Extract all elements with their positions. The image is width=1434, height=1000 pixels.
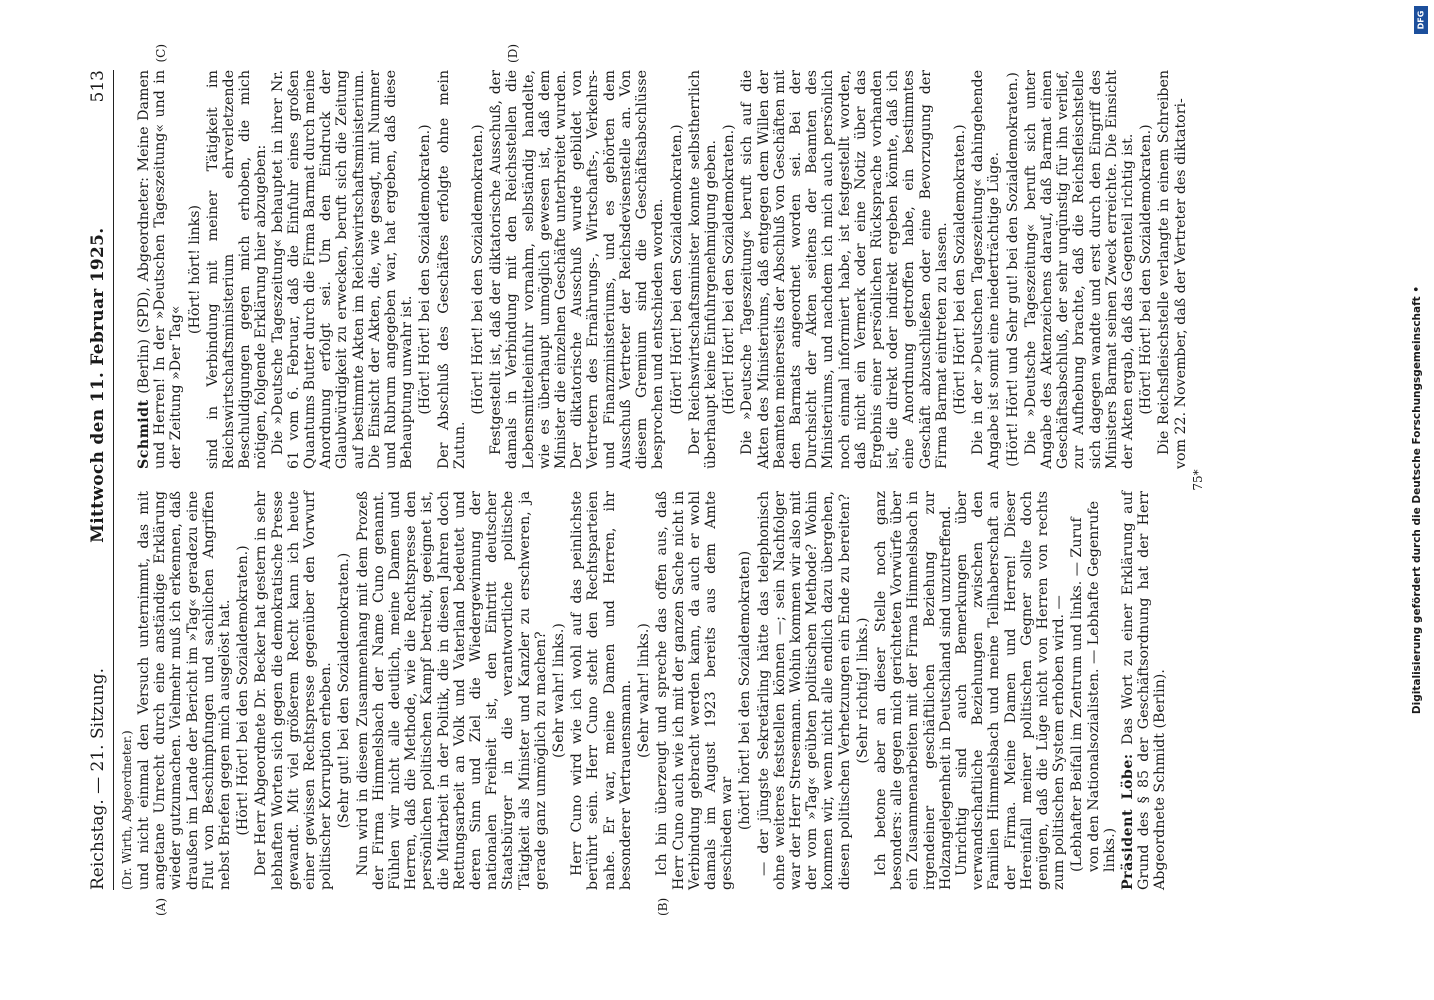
paragraph-text: (Hört! Hört! bei den Sozialdemokraten.) <box>668 124 685 415</box>
speaker-name: Präsident Löbe: <box>1119 753 1136 890</box>
paragraph-text: (Sehr gut! bei den Sozialdemokraten.) <box>336 552 353 829</box>
speaker-name: Schmidt <box>136 399 152 469</box>
paragraph-text: Der Reichswirtschaftsminister konnte selbstherrlich überhaupt keine Einfuhrgenehmigung geben. <box>686 70 719 469</box>
paragraph <box>488 70 666 469</box>
running-head-left: Reichstag. — 21. Sitzung. <box>88 667 108 890</box>
interjection <box>1138 70 1154 469</box>
margin-marker-b: (B) <box>656 897 670 916</box>
paragraph-text: (Hört! Hört! bei den Sozialdemokraten.) <box>951 124 968 415</box>
interjection <box>952 70 968 469</box>
paragraph <box>253 491 334 890</box>
interjection <box>551 491 567 890</box>
page-number: 513 <box>88 70 108 103</box>
paragraph <box>270 70 416 469</box>
paragraph <box>355 491 549 890</box>
paragraph <box>756 491 853 890</box>
sidebar-credit: Digitalisierung gefördert durch die Deutsche Forschungsgemeinschaft • <box>1411 285 1423 715</box>
margin-marker-d: (D) <box>506 44 520 63</box>
signature-mark: 75* <box>1190 469 1205 491</box>
paragraph-text: Die Reichsfleischstelle verlangte in einem Schreiben vom 22. November, daß der Vertreter des diktatori- <box>1156 70 1189 469</box>
interjection <box>1069 491 1118 890</box>
paragraph-text: (Hört! Hört! bei den Sozialdemokraten.) <box>417 124 434 415</box>
paragraph <box>136 70 185 469</box>
paragraph <box>970 70 1002 469</box>
paragraph-text: Das Wort zu einer Erklärung auf Grund des § 85 der Geschäftsordnung hat der Herr Abgeordnete Schmidt (Berlin). <box>1119 491 1169 890</box>
interjection <box>187 70 203 469</box>
right-column <box>136 70 1189 469</box>
paragraph <box>569 491 634 890</box>
paragraph-text: (Hört! Hört! und Sehr gut! bei den Sozialdemokraten.) <box>1004 72 1021 467</box>
paragraph-text: (Sehr wahr! links.) <box>636 623 653 758</box>
paragraph-text: (Hört! Hört! bei den Sozialdemokraten.) <box>1138 124 1155 415</box>
interjection <box>1005 70 1021 469</box>
paragraph-text: Der Abschluß des Geschäftes erfolgte ohne mein Zutun. <box>435 70 468 469</box>
paragraph <box>954 491 1067 890</box>
paragraph-text: und nicht einmal den Versuch unternimmt, das mit angetane Unrecht durch eine anständige Erklärung wieder gutzumachen. Vielmehr muß ich erkennen, daß draußen im Lande der Bericht im »Tag« geradezu eine Flut von Beschimpfungen und sachlichen Angriffen nebst Briefen gegen mich ausgelöst hat. <box>136 491 234 890</box>
left-column <box>136 491 1189 890</box>
paragraph-text: Die »Deutsche Tageszeitung« behauptet in ihrer Nr. 61 vom 6. Februar, daß die Einfuhr eines großen Quantums Butter durch die Firma Barmat durch meine Anordnung erfolgt sei. Um den Eindruck der Glaubwürdigkeit zu erwecken, beruft sich die Zeitung auf bestimmte Akten im Reichswirtschaftsministerium. Die Einsicht der Akten, die, wie gesagt, mit Nummer und Rubrum angegeben war, hat ergeben, daß diese Behauptung unwahr ist. <box>269 70 416 469</box>
document-page <box>80 0 1414 1000</box>
paragraph <box>873 491 954 890</box>
paragraph-text: Ich betone aber an dieser Stelle noch ganz besonders: alle gegen mich gerichteten Vorwürfe über ein Zusammenarbeiten mit der Firma Himmelsbach in irgendeiner geschäftlichen Beziehung zur Holzangelegenheit in Deutschland sind unzutreffend. <box>872 491 954 890</box>
speaker-continuation: (Dr. Wirth, Abgeordneter.) <box>120 730 134 890</box>
paragraph <box>205 70 270 469</box>
interjection <box>721 70 737 469</box>
paragraph-text: Unrichtig sind auch Bemerkungen über verwandschaftliche Beziehungen zwischen den Familien Himmelsbach und meine Teilhaberschaft an der Firma. Meine Damen und Herren! Dieser Hereinfall meiner politischen Gegner sollte doch genügen, daß die Lüge nicht von Herren von rechts zum politischen System erhoben wird. — <box>953 491 1068 890</box>
paragraph-text: — der jüngste Sekretärling hätte das telephonisch ohne weiteres feststellen können —; sein Nachfolger war der Herr Stresemann. Wohin kommen wir also mit der vom »Tag« geübten politischen Methode? Wohin kommen wir, wenn nicht alle endlich dazu übergehen, diesen politischen Verhetzungen ein Ende zu bereiten? <box>755 491 853 890</box>
paragraph-text: Festgestellt ist, daß der diktatorische Ausschuß, der damals in Verbindung mit den Reichsstellen die Lebensmitteleinfuhr vornahm, selbständig handelte, wie es überhaupt unmöglich gewesen ist, daß dem Minister die einzelnen Geschäfte unterbreitet wurden. Der diktatorische Ausschuß wurde gebildet von Vertretern des Ernährungs-, Wirtschafts-, Verkehrs- und Finanzministeriums, und es gehörten dem Ausschuß Vertreter der Reichsdevisenstelle an. Von diesem Gremium sind die Geschäftsabschlüsse besprochen und entschieden worden. <box>488 70 667 469</box>
paragraph-text: (Sehr wahr! links.) <box>551 623 568 758</box>
paragraph-text: (Sehr richtig! links.) <box>854 617 871 764</box>
paragraph <box>1120 491 1169 890</box>
paragraph-text: Nun wird in diesem Zusammenhang mit dem Prozeß der Firma Himmelsbach der Name Cuno genannt. Fühlen wir nicht alle deutlich, meine Damen und Herren, daß die Methode, wie die Rechtspresse den persönlichen politischen Kampf betreibt, geeignet ist, die Mitarbeit in der Politik, die in diesen Jahren doch Rettungsarbeit an Volk und Vaterland bedeutet und deren Sinn und Ziel die Wiedergewinnung der nationalen Freiheit ist, den Eintritt deutscher Staatsbürger in die verantwortliche politische Tätigkeit als Minister und Kanzler zu erschweren, ja gerade ganz unmöglich zu machen? <box>354 491 549 890</box>
paragraph-text: Der Herr Abgeordnete Dr. Becker hat gestern in sehr lebhaften Worten sich gegen die demokratische Presse gewandt. Mit viel größerem Recht kann ich heute einer gewissen Rechtspresse gegenüber den Vorwurf politischer Korruption erheben. <box>253 491 335 890</box>
interjection <box>336 491 352 890</box>
paragraph <box>739 70 950 469</box>
paragraph-text: Die »Deutsche Tageszeitung« beruft sich unter Angabe des Aktenzeichens darauf, daß Barmat einen Geschäftsabschluß, der sehr unqünstig für ihn verlief, zur Aufhebung brachte, daß die Reichsfleischstelle sich dagegen wandte und erst durch den Eingriff des Ministers Barmat seinen Zweck erreichte. Die Einsicht der Akten ergab, daß das Gegenteil richtig ist. <box>1022 70 1136 469</box>
interjection <box>470 70 486 469</box>
paragraph-text: (Hört! Hört! bei den Sozialdemokraten.) <box>235 545 252 836</box>
paragraph <box>436 70 468 469</box>
paragraph <box>654 491 735 890</box>
paragraph <box>1156 70 1188 469</box>
paragraph-text: (Hört! Hört! bei den Sozialdemokraten.) <box>721 124 738 415</box>
paragraph-text: Die »Deutsche Tageszeitung« beruft sich auf die Akten des Ministeriums, daß entgegen dem Willen der Beamten meinerseits der Abschluß von Geschäften mit den Barmats angeordnet worden sei. Bei der Durchsicht der Akten seitens der Beamten des Ministeriums, und nachdem ich mich auch persönlich noch einmal informiert habe, ist festgestellt worden, daß nicht ein Vermerk oder eine Notiz über das Ergebnis einer persönlichen Rücksprache vorhanden ist, die direkt oder indirekt ergeben könnte, daß ich eine Anordnung getroffen habe, ein bestimmtes Geschäft abzuschließen oder eine Bevorzugung der Firma Barmat eintreten zu lassen. <box>739 70 950 469</box>
paragraph-text: Ich bin überzeugt und spreche das offen aus, daß Herr Cuno auch wie ich mit der ganzen Sache nicht in Verbindung gebracht werden kann, da auch er wohl damals im August 1923 bereits aus dem Amte geschieden war <box>654 491 736 890</box>
paragraph-text: (Berlin) (SPD), Abgeordneter: Meine Damen und Herren! In der »Deutschen Tageszeitung« und in der Zeitung »Der Tag« <box>136 70 185 469</box>
dfg-logo: DFG <box>1414 6 1428 34</box>
running-head-date: Mittwoch den 11. Februar 1925. <box>88 227 108 543</box>
interjection <box>636 491 652 890</box>
interjection <box>669 70 685 469</box>
paragraph-text: (hört! hört! bei den Sozialdemokraten) <box>737 550 754 831</box>
paragraph <box>136 491 233 890</box>
paragraph-text: sind in Verbindung mit meiner Tätigkeit im Reichswirtschaftsministerium ehrverletzende Beschuldigungen gegen mich erhoben, die mich nötigen, folgende Erklärung hier abzugeben: <box>204 70 270 469</box>
margin-marker-c: (C) <box>154 44 168 63</box>
running-head <box>84 70 114 890</box>
paragraph-text: Herr Cuno wird wie ich wohl auf das peinlichste berührt sein. Herr Cuno steht den Rechtsparteien nahe. Er war, meine Damen und Herren, ihr besonderer Vertrauensmann. <box>569 491 634 890</box>
paragraph-text: (Lebhafter Beifall im Zentrum und links. — Zuruf von den Nationalsozialisten. — Lebhafte Gegenrufe links.) <box>1069 501 1118 872</box>
interjection <box>417 70 433 469</box>
interjection <box>737 491 753 890</box>
margin-marker-a: (A) <box>154 897 168 916</box>
interjection <box>235 491 251 890</box>
dfg-sidebar <box>1402 0 1432 1000</box>
text-columns <box>136 44 1189 916</box>
paragraph <box>687 70 719 469</box>
interjection <box>855 491 871 890</box>
paragraph-text: (Hört! Hört! bei den Sozialdemokraten.) <box>470 124 487 415</box>
paragraph-text: Die in der »Deutschen Tageszeitung« dahingehende Angabe ist somit eine niederträchtige Lüge. <box>970 70 1003 469</box>
paragraph <box>1023 70 1136 469</box>
paragraph-text: (Hört! hört! links) <box>186 204 203 335</box>
